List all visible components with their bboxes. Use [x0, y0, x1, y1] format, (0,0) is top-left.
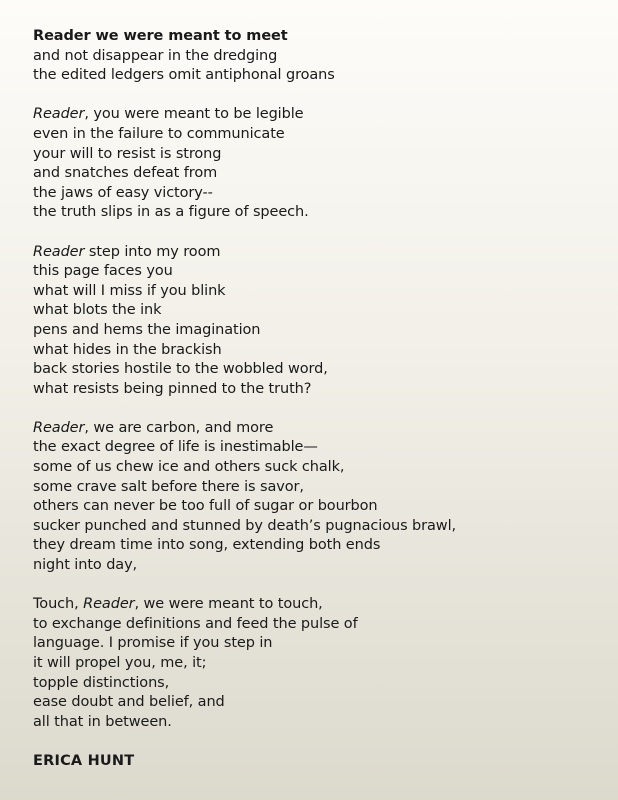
poem-line-text: , we are carbon, and more: [84, 419, 274, 436]
stanza-break: [33, 223, 618, 243]
reader-address: Reader: [33, 106, 85, 123]
poem-line: sucker punched and stunned by death’s pugnacious brawl,: [33, 517, 457, 534]
poem-line: what blots the ink: [33, 302, 162, 319]
poem-line: [33, 105, 618, 125]
poem-line: the exact degree of life is inestimable—: [33, 439, 318, 456]
poem-line: pens and hems the imagination: [33, 321, 261, 338]
poem-line: what resists being pinned to the truth?: [33, 380, 312, 397]
poem-line: and snatches defeat from: [33, 165, 218, 182]
poem-line: what will I miss if you blink: [33, 282, 226, 299]
poem-line-text: , you were meant to be legible: [84, 106, 304, 123]
poem-line-text: , we were meant to touch,: [134, 596, 323, 613]
reader-address: Reader: [33, 243, 85, 260]
poem-line: [33, 243, 618, 263]
stanza-break: [33, 732, 618, 752]
poem-line: language. I promise if you step in: [33, 635, 273, 652]
poem-line: [33, 595, 618, 615]
poem-line-text: step into my room: [84, 243, 221, 260]
poem-title: Reader we were meant to meet: [33, 28, 288, 44]
poem-line: night into day,: [33, 557, 138, 574]
poem-line: even in the failure to communicate: [33, 125, 285, 142]
stanza-break: [33, 576, 618, 596]
poem-line: and not disappear in the dredging: [33, 47, 278, 64]
reader-address: Reader: [83, 596, 135, 613]
poem-line: others can never be too full of sugar or bourbon: [33, 498, 378, 515]
poem-line: some crave salt before there is savor,: [33, 478, 304, 495]
poem-line: back stories hostile to the wobbled word,: [33, 361, 328, 378]
poem-line: they dream time into song, extending both ends: [33, 537, 381, 554]
poem-line-text: Touch,: [33, 596, 84, 613]
poem-line: to exchange definitions and feed the pulse of: [33, 615, 358, 632]
poem-line: your will to resist is strong: [33, 145, 222, 162]
poem-author: ERICA HUNT: [33, 752, 135, 769]
poem-line: topple distinctions,: [33, 674, 170, 691]
poem-line: [33, 419, 618, 439]
poem-line: this page faces you: [33, 263, 173, 280]
stanza-break: [33, 86, 618, 106]
poem-line: what hides in the brackish: [33, 341, 222, 358]
reader-address: Reader: [33, 419, 85, 436]
poem-line: ease doubt and belief, and: [33, 694, 225, 711]
poem-line: the jaws of easy victory--: [33, 184, 213, 201]
poem-line: some of us chew ice and others suck chalk,: [33, 459, 345, 476]
poem-line: the truth slips in as a figure of speech.: [33, 204, 309, 221]
poem-line: it will propel you, me, it;: [33, 655, 207, 671]
stanza-break: [33, 399, 618, 419]
poem-line: the edited ledgers omit antiphonal groans: [33, 67, 335, 84]
poem-line: all that in between.: [33, 713, 172, 730]
